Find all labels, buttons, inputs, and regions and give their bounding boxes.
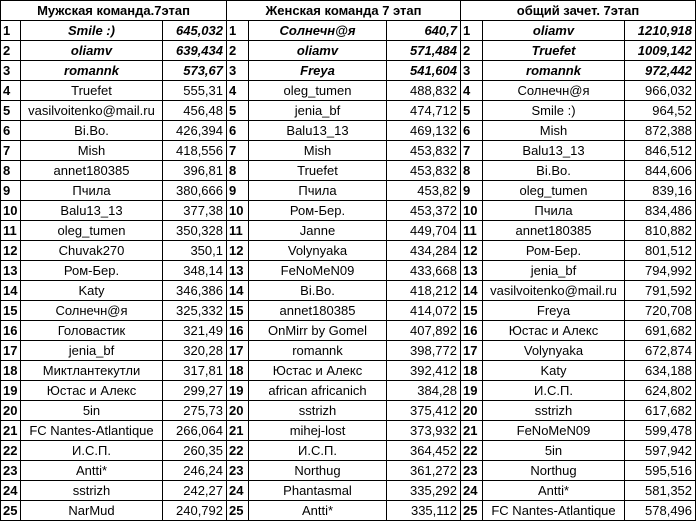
men-rank-cell: 7: [1, 141, 21, 161]
men-name-cell: oliamv: [21, 41, 163, 61]
men-name-cell: NarMud: [21, 501, 163, 521]
women-score-cell: 474,712: [387, 101, 461, 121]
men-score-cell: 260,35: [163, 441, 227, 461]
women-rank-cell: 20: [227, 401, 249, 421]
women-name-cell: oleg_tumen: [249, 81, 387, 101]
overall-rank-cell: 25: [461, 501, 483, 521]
women-rank-cell: 6: [227, 121, 249, 141]
women-rank-cell: 21: [227, 421, 249, 441]
table-row: [1, 381, 696, 401]
men-rank-cell: 2: [1, 41, 21, 61]
overall-rank-cell: 9: [461, 181, 483, 201]
overall-score-cell: 801,512: [625, 241, 696, 261]
overall-name-cell: sstrizh: [483, 401, 625, 421]
overall-rank-cell: 18: [461, 361, 483, 381]
women-score-cell: 453,82: [387, 181, 461, 201]
overall-rank-cell: 17: [461, 341, 483, 361]
overall-score-cell: 872,388: [625, 121, 696, 141]
women-score-cell: 361,272: [387, 461, 461, 481]
men-score-cell: 639,434: [163, 41, 227, 61]
header-row: [1, 1, 696, 21]
men-name-cell: Balu13_13: [21, 201, 163, 221]
overall-rank-cell: 7: [461, 141, 483, 161]
men-name-cell: Ром-Бер.: [21, 261, 163, 281]
women-score-cell: 392,412: [387, 361, 461, 381]
men-rank-cell: 18: [1, 361, 21, 381]
table-row: [1, 481, 696, 501]
overall-score-cell: 595,516: [625, 461, 696, 481]
men-score-cell: 348,14: [163, 261, 227, 281]
overall-name-cell: Volynyaka: [483, 341, 625, 361]
overall-rank-cell: 12: [461, 241, 483, 261]
men-rank-cell: 11: [1, 221, 21, 241]
women-rank-cell: 16: [227, 321, 249, 341]
overall-rank-cell: 4: [461, 81, 483, 101]
women-rank-cell: 13: [227, 261, 249, 281]
women-name-cell: Ром-Бер.: [249, 201, 387, 221]
women-name-cell: Balu13_13: [249, 121, 387, 141]
men-name-cell: Antti*: [21, 461, 163, 481]
overall-name-cell: annet180385: [483, 221, 625, 241]
men-name-cell: sstrizh: [21, 481, 163, 501]
men-rank-cell: 25: [1, 501, 21, 521]
overall-name-cell: Northug: [483, 461, 625, 481]
men-score-cell: 321,49: [163, 321, 227, 341]
overall-name-cell: Mish: [483, 121, 625, 141]
overall-name-cell: Солнечн@я: [483, 81, 625, 101]
men-score-cell: 325,332: [163, 301, 227, 321]
men-rank-cell: 12: [1, 241, 21, 261]
overall-rank-cell: 15: [461, 301, 483, 321]
men-rank-cell: 20: [1, 401, 21, 421]
table-row: [1, 281, 696, 301]
men-name-cell: Chuvak270: [21, 241, 163, 261]
men-score-cell: 246,24: [163, 461, 227, 481]
men-score-cell: 573,67: [163, 61, 227, 81]
overall-header: общий зачет. 7этап: [461, 1, 696, 21]
men-rank-cell: 24: [1, 481, 21, 501]
women-rank-cell: 12: [227, 241, 249, 261]
overall-rank-cell: 23: [461, 461, 483, 481]
overall-name-cell: Bi.Bo.: [483, 161, 625, 181]
overall-name-cell: oleg_tumen: [483, 181, 625, 201]
men-rank-cell: 5: [1, 101, 21, 121]
women-rank-cell: 14: [227, 281, 249, 301]
overall-rank-cell: 24: [461, 481, 483, 501]
women-name-cell: Janne: [249, 221, 387, 241]
women-name-cell: И.С.П.: [249, 441, 387, 461]
women-name-cell: Юстас и Алекс: [249, 361, 387, 381]
men-score-cell: 377,38: [163, 201, 227, 221]
overall-score-cell: 1210,918: [625, 21, 696, 41]
table-row: [1, 141, 696, 161]
women-name-cell: romannk: [249, 341, 387, 361]
overall-rank-cell: 3: [461, 61, 483, 81]
men-rank-cell: 4: [1, 81, 21, 101]
men-name-cell: jenia_bf: [21, 341, 163, 361]
women-score-cell: 384,28: [387, 381, 461, 401]
women-rank-cell: 1: [227, 21, 249, 41]
men-score-cell: 426,394: [163, 121, 227, 141]
women-rank-cell: 3: [227, 61, 249, 81]
men-score-cell: 317,81: [163, 361, 227, 381]
women-score-cell: 453,372: [387, 201, 461, 221]
overall-score-cell: 839,16: [625, 181, 696, 201]
overall-name-cell: Truefet: [483, 41, 625, 61]
men-score-cell: 320,28: [163, 341, 227, 361]
women-score-cell: 488,832: [387, 81, 461, 101]
overall-name-cell: Smile :): [483, 101, 625, 121]
women-name-cell: Пчила: [249, 181, 387, 201]
overall-name-cell: 5in: [483, 441, 625, 461]
men-rank-cell: 16: [1, 321, 21, 341]
men-score-cell: 242,27: [163, 481, 227, 501]
women-score-cell: 541,604: [387, 61, 461, 81]
women-name-cell: FeNoMeN09: [249, 261, 387, 281]
table-row: [1, 221, 696, 241]
men-name-cell: Миктлантекутли: [21, 361, 163, 381]
table-row: [1, 361, 696, 381]
table-row: [1, 41, 696, 61]
women-name-cell: Phantasmal: [249, 481, 387, 501]
overall-score-cell: 972,442: [625, 61, 696, 81]
table-row: [1, 421, 696, 441]
table-row: [1, 181, 696, 201]
table-row: [1, 261, 696, 281]
women-rank-cell: 19: [227, 381, 249, 401]
women-rank-cell: 18: [227, 361, 249, 381]
men-name-cell: И.С.П.: [21, 441, 163, 461]
women-score-cell: 453,832: [387, 141, 461, 161]
women-rank-cell: 25: [227, 501, 249, 521]
women-score-cell: 375,412: [387, 401, 461, 421]
table-row: [1, 121, 696, 141]
overall-name-cell: Пчила: [483, 201, 625, 221]
overall-score-cell: 672,874: [625, 341, 696, 361]
overall-score-cell: 691,682: [625, 321, 696, 341]
men-score-cell: 350,1: [163, 241, 227, 261]
overall-score-cell: 720,708: [625, 301, 696, 321]
men-rank-cell: 6: [1, 121, 21, 141]
overall-rank-cell: 2: [461, 41, 483, 61]
overall-name-cell: И.С.П.: [483, 381, 625, 401]
overall-name-cell: Balu13_13: [483, 141, 625, 161]
men-rank-cell: 1: [1, 21, 21, 41]
women-name-cell: Truefet: [249, 161, 387, 181]
women-name-cell: Antti*: [249, 501, 387, 521]
men-score-cell: 418,556: [163, 141, 227, 161]
women-score-cell: 418,212: [387, 281, 461, 301]
overall-rank-cell: 22: [461, 441, 483, 461]
men-name-cell: Katy: [21, 281, 163, 301]
women-name-cell: Volynyaka: [249, 241, 387, 261]
women-score-cell: 469,132: [387, 121, 461, 141]
men-score-cell: 240,792: [163, 501, 227, 521]
men-rank-cell: 21: [1, 421, 21, 441]
table-row: [1, 101, 696, 121]
women-name-cell: Freya: [249, 61, 387, 81]
women-name-cell: Bi.Bo.: [249, 281, 387, 301]
men-name-cell: romannk: [21, 61, 163, 81]
overall-name-cell: FC Nantes-Atlantique: [483, 501, 625, 521]
men-rank-cell: 17: [1, 341, 21, 361]
women-rank-cell: 9: [227, 181, 249, 201]
men-score-cell: 456,48: [163, 101, 227, 121]
women-name-cell: Mish: [249, 141, 387, 161]
overall-rank-cell: 19: [461, 381, 483, 401]
overall-rank-cell: 11: [461, 221, 483, 241]
overall-name-cell: Katy: [483, 361, 625, 381]
women-rank-cell: 5: [227, 101, 249, 121]
men-name-cell: Пчила: [21, 181, 163, 201]
men-rank-cell: 10: [1, 201, 21, 221]
women-name-cell: OnMirr by Gomel: [249, 321, 387, 341]
women-name-cell: sstrizh: [249, 401, 387, 421]
overall-rank-cell: 16: [461, 321, 483, 341]
women-name-cell: african africanich: [249, 381, 387, 401]
women-name-cell: Northug: [249, 461, 387, 481]
table-row: [1, 461, 696, 481]
table-row: [1, 341, 696, 361]
women-name-cell: oliamv: [249, 41, 387, 61]
overall-name-cell: Antti*: [483, 481, 625, 501]
women-rank-cell: 7: [227, 141, 249, 161]
men-rank-cell: 23: [1, 461, 21, 481]
overall-rank-cell: 6: [461, 121, 483, 141]
table-row: [1, 81, 696, 101]
overall-score-cell: 581,352: [625, 481, 696, 501]
overall-rank-cell: 5: [461, 101, 483, 121]
men-name-cell: vasilvoitenko@mail.ru: [21, 101, 163, 121]
overall-name-cell: vasilvoitenko@mail.ru: [483, 281, 625, 301]
men-rank-cell: 13: [1, 261, 21, 281]
overall-score-cell: 624,802: [625, 381, 696, 401]
overall-name-cell: FeNoMeN09: [483, 421, 625, 441]
men-score-cell: 380,666: [163, 181, 227, 201]
men-name-cell: oleg_tumen: [21, 221, 163, 241]
overall-name-cell: romannk: [483, 61, 625, 81]
men-rank-cell: 14: [1, 281, 21, 301]
overall-rank-cell: 13: [461, 261, 483, 281]
table-row: [1, 241, 696, 261]
women-score-cell: 364,452: [387, 441, 461, 461]
women-rank-cell: 23: [227, 461, 249, 481]
women-score-cell: 434,284: [387, 241, 461, 261]
table-row: [1, 201, 696, 221]
women-score-cell: 335,292: [387, 481, 461, 501]
overall-score-cell: 617,682: [625, 401, 696, 421]
men-score-cell: 396,81: [163, 161, 227, 181]
men-rank-cell: 19: [1, 381, 21, 401]
table-row: [1, 441, 696, 461]
overall-score-cell: 834,486: [625, 201, 696, 221]
men-name-cell: Mish: [21, 141, 163, 161]
table-row: [1, 301, 696, 321]
overall-score-cell: 966,032: [625, 81, 696, 101]
men-rank-cell: 22: [1, 441, 21, 461]
women-score-cell: 398,772: [387, 341, 461, 361]
men-rank-cell: 9: [1, 181, 21, 201]
table-row: [1, 161, 696, 181]
women-rank-cell: 17: [227, 341, 249, 361]
men-name-cell: Bi.Bo.: [21, 121, 163, 141]
men-name-cell: Юстас и Алекс: [21, 381, 163, 401]
overall-rank-cell: 21: [461, 421, 483, 441]
table-row: [1, 21, 696, 41]
women-score-cell: 373,932: [387, 421, 461, 441]
men-name-cell: 5in: [21, 401, 163, 421]
overall-rank-cell: 1: [461, 21, 483, 41]
overall-score-cell: 810,882: [625, 221, 696, 241]
overall-rank-cell: 20: [461, 401, 483, 421]
women-score-cell: 571,484: [387, 41, 461, 61]
women-rank-cell: 24: [227, 481, 249, 501]
men-name-cell: Smile :): [21, 21, 163, 41]
women-rank-cell: 2: [227, 41, 249, 61]
overall-score-cell: 794,992: [625, 261, 696, 281]
women-score-cell: 433,668: [387, 261, 461, 281]
men-score-cell: 266,064: [163, 421, 227, 441]
women-rank-cell: 4: [227, 81, 249, 101]
overall-score-cell: 599,478: [625, 421, 696, 441]
men-name-cell: Головастик: [21, 321, 163, 341]
table-row: [1, 501, 696, 521]
women-score-cell: 407,892: [387, 321, 461, 341]
women-rank-cell: 15: [227, 301, 249, 321]
men-score-cell: 645,032: [163, 21, 227, 41]
men-name-cell: annet180385: [21, 161, 163, 181]
women-score-cell: 640,7: [387, 21, 461, 41]
women-name-cell: Солнечн@я: [249, 21, 387, 41]
women-team-header: Женская команда 7 этап: [227, 1, 461, 21]
overall-name-cell: Юстас и Алекс: [483, 321, 625, 341]
men-score-cell: 275,73: [163, 401, 227, 421]
men-score-cell: 555,31: [163, 81, 227, 101]
men-name-cell: Солнечн@я: [21, 301, 163, 321]
overall-name-cell: Freya: [483, 301, 625, 321]
women-rank-cell: 8: [227, 161, 249, 181]
women-rank-cell: 10: [227, 201, 249, 221]
men-rank-cell: 3: [1, 61, 21, 81]
overall-score-cell: 1009,142: [625, 41, 696, 61]
overall-score-cell: 964,52: [625, 101, 696, 121]
women-rank-cell: 11: [227, 221, 249, 241]
men-name-cell: FC Nantes-Atlantique: [21, 421, 163, 441]
overall-score-cell: 846,512: [625, 141, 696, 161]
women-name-cell: annet180385: [249, 301, 387, 321]
men-team-header: Мужская команда.7этап: [1, 1, 227, 21]
men-rank-cell: 15: [1, 301, 21, 321]
table-row: [1, 61, 696, 81]
women-name-cell: mihej-lost: [249, 421, 387, 441]
table-row: [1, 401, 696, 421]
women-score-cell: 449,704: [387, 221, 461, 241]
women-rank-cell: 22: [227, 441, 249, 461]
overall-score-cell: 578,496: [625, 501, 696, 521]
overall-rank-cell: 8: [461, 161, 483, 181]
women-score-cell: 335,112: [387, 501, 461, 521]
men-name-cell: Truefet: [21, 81, 163, 101]
overall-score-cell: 791,592: [625, 281, 696, 301]
overall-score-cell: 597,942: [625, 441, 696, 461]
overall-name-cell: oliamv: [483, 21, 625, 41]
overall-name-cell: jenia_bf: [483, 261, 625, 281]
overall-name-cell: Ром-Бер.: [483, 241, 625, 261]
table-row: [1, 321, 696, 341]
men-rank-cell: 8: [1, 161, 21, 181]
overall-rank-cell: 14: [461, 281, 483, 301]
overall-score-cell: 844,606: [625, 161, 696, 181]
overall-rank-cell: 10: [461, 201, 483, 221]
women-name-cell: jenia_bf: [249, 101, 387, 121]
men-score-cell: 346,386: [163, 281, 227, 301]
overall-score-cell: 634,188: [625, 361, 696, 381]
men-score-cell: 350,328: [163, 221, 227, 241]
men-score-cell: 299,27: [163, 381, 227, 401]
women-score-cell: 453,832: [387, 161, 461, 181]
women-score-cell: 414,072: [387, 301, 461, 321]
